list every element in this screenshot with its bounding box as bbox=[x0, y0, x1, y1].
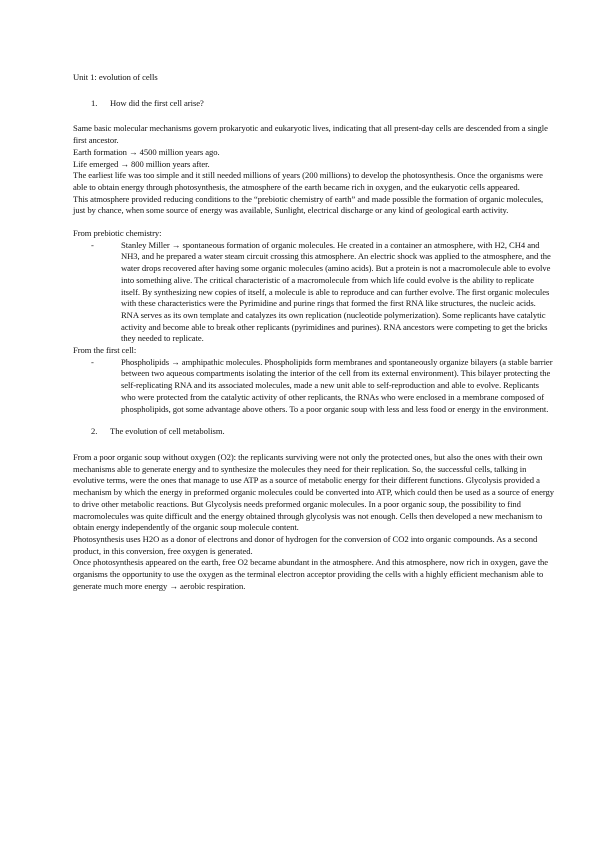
intro-paragraph: Same basic molecular mechanisms govern prokaryotic and eukaryotic lives, indicating that all present-day cells are descended from a single first ancestor. bbox=[73, 123, 548, 146]
section-1-number: 1. bbox=[91, 97, 98, 108]
bullet-dash: - bbox=[91, 356, 94, 367]
prebiotic-bullet bbox=[91, 240, 554, 345]
prebiotic-bullet-text: Stanley Miller → spontaneous formation of organic molecules. He created in a container an atmosphere, with H2, CH4 and NH3, and he prepared a water steam circuit crossing this atmosphere. An electric shock was applied to the atmosphere, and the water drops recovered after having some organic molecules (amino acids). But a protein is not a macromolecule able to evolve into something alive. The critical characteristic of a macromolecule from which life could evolve is the ability to replicate itself. By synthesizing new copies of itself, a molecule is able to reproduce and can further evolve. The first organic molecules with these characteristics were the Pyrimidine and purine rings that formed the first RNA like structures, the nucleic acids. RNA serves as its own template and catalyzes its own replication (nucleotide polymerization). Some replicants have catalytic activity and become able to break other replicants (pyrimidines and purines). RNA ancestors were competing to get the bricks they needed to replicate. bbox=[121, 239, 551, 344]
section-2-number: 2. bbox=[91, 426, 98, 437]
section-1-title: How did the first cell arise? bbox=[110, 97, 204, 108]
metabolism-paragraph: From a poor organic soup without oxygen (O2): the replicants surviving were not only the protected ones, but also the ones with their own mechanisms able to generate energy and to synthesize the molecules they need for their replication. So, the successful cells, talking in evolutive terms, were the ones that manage to use ATP as a source of metabolic energy for their different functions. Glycolysis provided a mechanism by which the energy in preformed organic molecules could be converted into ATP, which could then be used as a source of energy to drive other metabolic reactions. But Glycolysis needs preformed organic molecules. In a poor organic soup, the possibility to find macromolecules was quite difficult and the energy obtained through glycolysis was not enough. Cells then developed a new mechanism to obtain energy independently of the organic soup molecule content. bbox=[73, 451, 554, 533]
first-cell-heading: From the first cell: bbox=[73, 345, 137, 356]
section-2-heading bbox=[91, 426, 554, 438]
prebiotic-heading: From prebiotic chemistry: bbox=[73, 228, 162, 239]
atmosphere-paragraph: This atmosphere provided reducing conditions to the “prebiotic chemistry of earth” and made possible the formation of organic molecules, just by chance, when some source of energy was available, Sunlight, electrical discharge or any kind of geological earth activity. bbox=[73, 193, 544, 216]
bullet-dash: - bbox=[91, 239, 94, 250]
document-title: Unit 1: evolution of cells bbox=[73, 72, 158, 82]
oxygen-paragraph: Once photosynthesis appeared on the earth, free O2 became abundant in the atmosphere. And this atmosphere, now rich in oxygen, gave the organisms the opportunity to use the oxygen as the terminal electron acceptor providing the cells with a highly efficient mechanism able to generate much more energy → aerobic respiration. bbox=[73, 557, 549, 591]
first-cell-bullet-text: Phospholipids → amphipathic molecules. Phospholipids form membranes and spontaneously organize bilayers (a stable barrier between two aqueous compartments isolating the interior of the cell from its external environment). This bilayer protecting the self-replicating RNA and its associated molecules, made a new unit able to self-reproduction and able to evolve. Replicants who were protected from the catalytic activity of other replicants, the RNAs who were enclosed in a membrane composed of phospholipids, got some advantage above others. To a poor organic soup with less and less food or energy in the environment. bbox=[121, 356, 553, 414]
earliest-life-paragraph: The earliest life was too simple and it still needed millions of years (200 millions) to develop the photosynthesis. Once the organisms were able to obtain energy through photosynthesis, the atmosphere of the earth became rich in oxygen, and the eukaryotic cells appeared. bbox=[73, 170, 543, 192]
photosynthesis-paragraph: Photosynthesis uses H2O as a donor of electrons and donor of hydrogen for the conversion of CO2 into organic compounds. As a second product, in this conversion, free oxygen is generated. bbox=[73, 533, 538, 556]
life-emerged-line: Life emerged → 800 million years after. bbox=[73, 158, 210, 169]
section-1-heading bbox=[91, 98, 554, 110]
first-cell-bullet bbox=[91, 357, 554, 416]
section-2-title: The evolution of cell metabolism. bbox=[110, 426, 225, 437]
earth-formation-line: Earth formation → 4500 million years ago. bbox=[73, 146, 220, 157]
